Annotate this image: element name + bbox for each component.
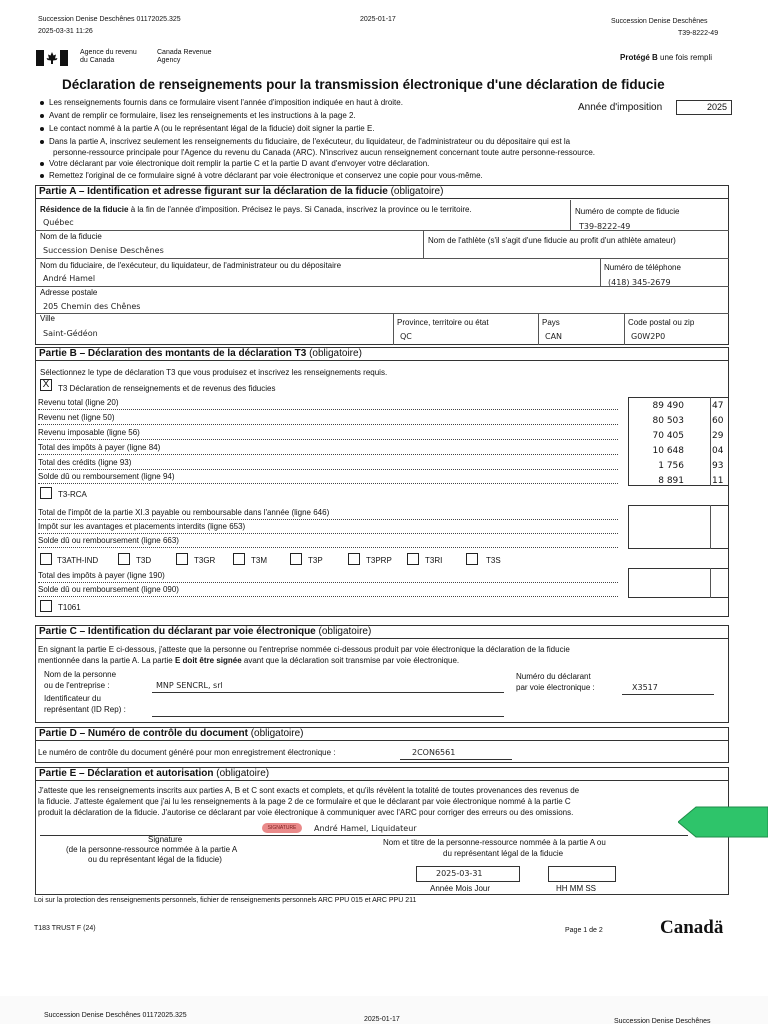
tax-year-field[interactable]: 2025 <box>676 100 732 115</box>
city-label: Ville <box>40 314 55 323</box>
control-number-label: Le numéro de contrôle du document généré pour mon enregistrement électronique : <box>38 748 336 757</box>
next-page-strip <box>0 996 768 1024</box>
amount-line-label: Revenu imposable (ligne 56) <box>38 428 140 437</box>
rca-amount-column <box>628 505 729 549</box>
type-checkbox[interactable] <box>40 553 52 565</box>
amount-dollars-field[interactable]: 1 756 <box>658 461 684 471</box>
type-checkbox-label: T3RI <box>425 556 443 565</box>
amount-dollars-field[interactable]: 89 490 <box>652 401 684 411</box>
efiler-number-field[interactable]: X3517 <box>632 683 658 692</box>
type-checkbox[interactable] <box>176 553 188 565</box>
amount-cents-field[interactable]: 29 <box>712 431 724 441</box>
tax-year-label: Année d'imposition <box>578 102 663 113</box>
amount-line-label: Solde dû ou remboursement (ligne 94) <box>38 472 175 481</box>
part-e-text: la fiducie. J'atteste également que j'ai lu les renseignements à la page 2 de ce formulaire et que le déclarant par voie électronique nommé à la partie C <box>38 797 571 806</box>
signature-tag: SIGNATURE <box>262 823 302 833</box>
account-number-label: Numéro de compte de fiducie <box>575 207 680 216</box>
trust-name-field[interactable]: Succession Denise Deschênes <box>43 246 164 255</box>
part-e-heading: Partie E – Déclaration et autorisation (obligatoire) <box>35 767 729 781</box>
part-c-section <box>35 625 729 723</box>
form-id: T183 TRUST F (24) <box>34 925 96 932</box>
trust-name-label: Nom de la fiducie <box>40 232 102 241</box>
signature-label: Signature <box>148 835 183 844</box>
instruction-item: Remettez l'original de ce formulaire signé à votre déclarant par voie électronique et conservez une copie pour vous-même. <box>40 171 483 180</box>
type-checkbox-label: T3P <box>308 556 323 565</box>
amount-cents-field[interactable]: 11 <box>712 476 724 486</box>
residence-field[interactable]: Québec <box>43 218 74 227</box>
part-e-text: J'atteste que les renseignements inscrits aux parties A, B et C sont exacts et complets, et qu'ils révèlent la totalité de toutes provenances des revenus de <box>38 786 580 795</box>
type-checkbox-label: T3ATH-IND <box>57 556 99 565</box>
name-title-label: du représentant légal de la fiducie <box>443 849 564 858</box>
type-checkbox[interactable] <box>290 553 302 565</box>
province-field[interactable]: QC <box>400 332 412 341</box>
rca-line-label: Total de l'impôt de la partie XI.3 payable ou remboursable dans l'année (ligne 646) <box>38 508 330 517</box>
part-e-text: produit la déclaration de la fiducie. J'autorise ce déclarant par voie électronique à communiquer avec l'ARC pour corriger des erreurs ou des omissions. <box>38 808 574 817</box>
amount-line-label: Revenu net (ligne 50) <box>38 413 115 422</box>
amount-cents-field[interactable]: 04 <box>712 446 724 456</box>
part-d-heading: Partie D – Numéro de contrôle du document (obligatoire) <box>35 727 729 741</box>
header-date: 2025-01-17 <box>360 16 396 23</box>
other-line-label: Total des impôts à payer (ligne 190) <box>38 571 165 580</box>
instruction-item: Le contact nommé à la partie A (ou le représentant légal de la fiducie) doit signer la partie E. <box>40 124 375 133</box>
efiler-number-label: Numéro du déclarant <box>516 672 591 681</box>
efiler-name-label: Nom de la personne <box>44 670 117 679</box>
canada-wordmark: Canadä <box>660 917 724 938</box>
t3rca-label: T3-RCA <box>58 490 87 499</box>
city-field[interactable]: Saint-Gédéon <box>43 329 98 338</box>
type-checkbox[interactable] <box>233 553 245 565</box>
part-b-intro: Sélectionnez le type de déclaration T3 que vous produisez et inscrivez les renseignements requis. <box>40 368 388 377</box>
amount-cents-field[interactable]: 93 <box>712 461 724 471</box>
control-number-field[interactable]: 2CON6561 <box>412 748 456 757</box>
instruction-item-continued: personne-ressource principale pour l'Agence du revenu du Canada (ARC). N'inscrivez aucun renseignement concernant toute autre personne-ressource. <box>53 148 596 157</box>
amount-dollars-field[interactable]: 70 405 <box>652 431 684 441</box>
header-trust-name: Succession Denise Deschênes <box>611 18 708 25</box>
next-page-file-name: Succession Denise Deschênes 01172025.325 <box>44 1012 187 1019</box>
postal-code-label: Code postal ou zip <box>628 318 695 327</box>
time-field[interactable] <box>548 866 616 882</box>
signature-label: ou du représentant légal de la fiducie) <box>88 855 222 864</box>
address-label: Adresse postale <box>40 288 98 297</box>
amount-cents-field[interactable]: 60 <box>712 416 724 426</box>
amount-dollars-field[interactable]: 10 648 <box>652 446 684 456</box>
efiler-name-label: ou de l'entreprise : <box>44 681 110 690</box>
part-b-heading: Partie B – Déclaration des montants de la déclaration T3 (obligatoire) <box>35 347 729 361</box>
amount-dollars-field[interactable]: 80 503 <box>652 416 684 426</box>
type-checkbox[interactable] <box>466 553 478 565</box>
page-title: Déclaration de renseignements pour la transmission électronique d'une déclaration de fiducie <box>62 77 665 92</box>
canada-flag-icon <box>36 50 68 66</box>
province-label: Province, territoire ou état <box>397 318 489 327</box>
amount-line-label: Total des crédits (ligne 93) <box>38 458 132 467</box>
sign-here-tab <box>678 806 768 838</box>
account-number-field[interactable]: T39-8222-49 <box>579 222 631 231</box>
type-checkbox-label: T3GR <box>194 556 216 565</box>
instruction-item: Votre déclarant par voie électronique doit remplir la partie C et la partie D avant d'envoyer votre déclaration. <box>40 159 429 168</box>
trustee-name-field[interactable]: André Hamel <box>43 274 96 283</box>
part-c-text: En signant la partie E ci-dessous, j'atteste que la personne ou l'entreprise nommée ci-dessous produit par voie électronique la déclaration de la fiducie <box>38 645 570 654</box>
instruction-item: Les renseignements fournis dans ce formulaire visent l'année d'imposition indiquée en haut à droite. <box>40 98 403 107</box>
agency-fr-line1: Agence du revenu <box>80 49 137 56</box>
other-amount-column <box>628 568 729 598</box>
phone-label: Numéro de téléphone <box>604 263 681 272</box>
type-checkbox-label: T3S <box>486 556 501 565</box>
amount-column <box>628 397 729 486</box>
country-field[interactable]: CAN <box>545 332 563 341</box>
efiler-number-label: par voie électronique : <box>516 683 595 692</box>
t3rca-checkbox[interactable] <box>40 487 52 499</box>
protected-label: Protégé B une fois rempli <box>620 53 713 62</box>
t1061-checkbox[interactable] <box>40 600 52 612</box>
postal-code-field[interactable]: G0W2P0 <box>631 332 666 341</box>
amount-cents-field[interactable]: 47 <box>712 401 724 411</box>
privacy-note: Loi sur la protection des renseignements personnels, fichier de renseignements personnels ARC PPU 015 et ARC PPU 211 <box>34 897 417 904</box>
signature-label: (de la personne-ressource nommée à la partie A <box>66 845 238 854</box>
t3-checkbox-label: T3 Déclaration de renseignements et de revenus des fiducies <box>58 384 276 393</box>
rep-id-label: Identificateur du <box>44 694 101 703</box>
date-label: Année Mois Jour <box>430 884 491 893</box>
rep-id-label: représentant (ID Rep) : <box>44 705 126 714</box>
instruction-item: Dans la partie A, inscrivez seulement les renseignements du fiduciaire, de l'exécuteur, du liquidateur, de l'administrateur ou du dépositaire qui est la <box>40 137 570 146</box>
part-a-heading: Partie A – Identification et adresse figurant sur la déclaration de la fiducie (obligatoire) <box>35 185 729 199</box>
other-line-label: Solde dû ou remboursement (ligne 090) <box>38 585 179 594</box>
rca-line-label: Solde dû ou remboursement (ligne 663) <box>38 536 179 545</box>
amount-dollars-field[interactable]: 8 891 <box>658 476 684 486</box>
header-account-number: T39-8222-49 <box>678 30 719 37</box>
page-number: Page 1 de 2 <box>565 927 603 934</box>
t1061-label: T1061 <box>58 603 81 612</box>
part-c-text: mentionnée dans la partie A. La partie E doit être signée avant que la déclaration soit transmise par voie électronique. <box>38 656 460 665</box>
efiler-name-field[interactable]: MNP SENCRL, srl <box>156 681 223 690</box>
t3-checkbox[interactable]: X <box>40 379 52 391</box>
next-page-trust-name: Succession Denise Deschênes <box>614 1018 711 1024</box>
country-label: Pays <box>542 318 560 327</box>
type-checkbox-label: T3PRP <box>366 556 392 565</box>
type-checkbox[interactable] <box>348 553 360 565</box>
agency-en-line2: Agency <box>157 57 181 64</box>
date-value: 2025-03-31 <box>436 869 483 878</box>
time-label: HH MM SS <box>556 884 596 893</box>
next-page-date: 2025-01-17 <box>364 1016 400 1023</box>
name-title-label: Nom et titre de la personne-ressource nommée à la partie A ou <box>383 838 606 847</box>
type-checkbox-label: T3D <box>136 556 152 565</box>
trustee-name-label: Nom du fiduciaire, de l'exécuteur, du liquidateur, de l'administrateur ou du dépositaire <box>40 261 342 270</box>
address-field[interactable]: 205 Chemin des Chênes <box>43 302 141 311</box>
header-timestamp: 2025-03-31 11:26 <box>38 28 93 35</box>
athlete-name-label: Nom de l'athlète (s'il s'agit d'une fiducie au profit d'un athlète amateur) <box>428 236 676 245</box>
agency-en-line1: Canada Revenue <box>157 49 212 56</box>
agency-fr-line2: du Canada <box>80 57 115 64</box>
signer-name-field[interactable]: André Hamel, Liquidateur <box>314 824 417 833</box>
residence-label: Résidence de la fiducie à la fin de l'année d'imposition. Précisez le pays. Si Canada, inscrivez la province ou le territoire. <box>40 205 472 214</box>
instruction-item: Avant de remplir ce formulaire, lisez les renseignements et les instructions à la page 2. <box>40 111 356 120</box>
amount-line-label: Revenu total (ligne 20) <box>38 398 119 407</box>
rep-id-field[interactable] <box>152 716 504 717</box>
phone-field[interactable]: (418) 345-2679 <box>608 278 671 287</box>
type-checkbox[interactable] <box>407 553 419 565</box>
part-c-heading: Partie C – Identification du déclarant par voie électronique (obligatoire) <box>35 625 729 639</box>
header-file-name: Succession Denise Deschênes 01172025.325 <box>38 16 181 23</box>
type-checkbox[interactable] <box>118 553 130 565</box>
amount-line-label: Total des impôts à payer (ligne 84) <box>38 443 161 452</box>
type-checkbox-label: T3M <box>251 556 267 565</box>
rca-line-label: Impôt sur les avantages et placements interdits (ligne 653) <box>38 522 246 531</box>
